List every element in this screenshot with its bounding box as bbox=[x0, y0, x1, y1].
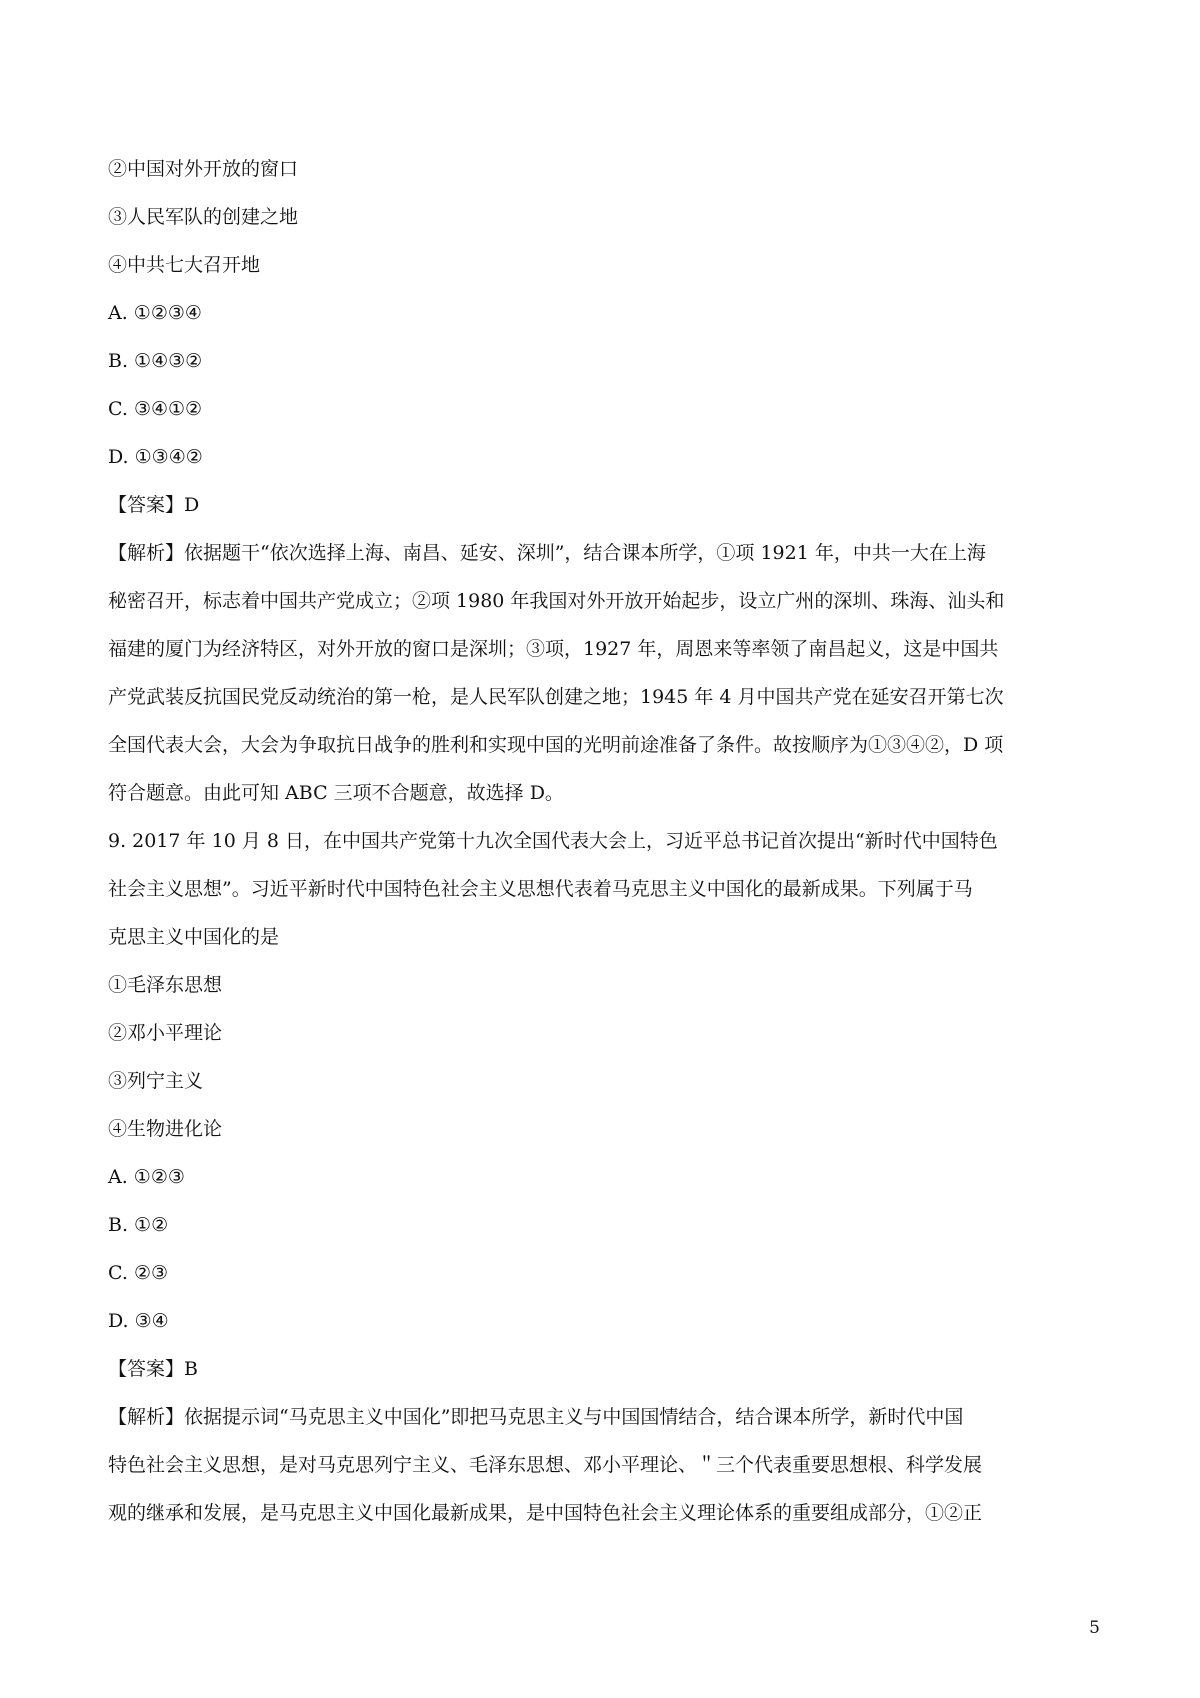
choice-a: A. ①②③ bbox=[108, 1166, 185, 1188]
explanation-line: 全国代表大会，大会为争取抗日战争的胜利和实现中国的光明前途准备了条件。故按顺序为①③④②，D 项 bbox=[108, 734, 1004, 756]
choice-a: A. ①②③④ bbox=[108, 302, 202, 324]
option-item: ④中共七大召开地 bbox=[108, 254, 261, 276]
question-text: 9. 2017 年 10 月 8 日，在中国共产党第十九次全国代表大会上，习近平总书记首次提出“新时代中国特色 bbox=[108, 830, 998, 852]
option-item: ②邓小平理论 bbox=[108, 1022, 223, 1044]
choice-d: D. ①③④② bbox=[108, 446, 203, 468]
explanation-line: 产党武装反抗国民党反动统治的第一枪，是人民军队创建之地；1945 年 4 月中国共产党在延安召开第七次 bbox=[108, 686, 1004, 708]
explanation-line: 【解析】依据题干“依次选择上海、南昌、延安、深圳”，结合课本所学，①项 1921 年，中共一大在上海 bbox=[108, 542, 986, 564]
option-item: ③列宁主义 bbox=[108, 1070, 204, 1092]
option-item: ④生物进化论 bbox=[108, 1118, 223, 1140]
explanation-line: 福建的厦门为经济特区，对外开放的窗口是深圳；③项，1927 年，周恩来等率领了南昌起义，这是中国共 bbox=[108, 638, 999, 660]
option-item: ③人民军队的创建之地 bbox=[108, 206, 299, 228]
explanation-line: 符合题意。由此可知 ABC 三项不合题意，故选择 D。 bbox=[108, 782, 564, 804]
answer-line: 【答案】D bbox=[108, 494, 200, 516]
explanation-line: 观的继承和发展，是马克思主义中国化最新成果，是中国特色社会主义理论体系的重要组成部分，①②正 bbox=[108, 1502, 983, 1524]
question-text: 克思主义中国化的是 bbox=[108, 926, 280, 948]
explanation-line: 特色社会主义思想，是对马克思列宁主义、毛泽东思想、邓小平理论、＂三个代表重要思想根、科学发展 bbox=[108, 1454, 983, 1476]
option-item: ①毛泽东思想 bbox=[108, 974, 223, 996]
choice-d: D. ③④ bbox=[108, 1310, 169, 1332]
explanation-line: 【解析】依据提示词“马克思主义中国化”即把马克思主义与中国国情结合，结合课本所学，新时代中国 bbox=[108, 1406, 964, 1428]
choice-b: B. ①④③② bbox=[108, 350, 203, 372]
choice-c: C. ②③ bbox=[108, 1262, 169, 1284]
answer-line: 【答案】B bbox=[108, 1358, 198, 1380]
page-number: 5 bbox=[1089, 1618, 1100, 1638]
option-item: ②中国对外开放的窗口 bbox=[108, 158, 299, 180]
choice-c: C. ③④①② bbox=[108, 398, 203, 420]
choice-b: B. ①② bbox=[108, 1214, 169, 1236]
question-text: 社会主义思想”。习近平新时代中国特色社会主义思想代表着马克思主义中国化的最新成果。下列属于马 bbox=[108, 878, 973, 900]
explanation-line: 秘密召开，标志着中国共产党成立；②项 1980 年我国对外开放开始起步，设立广州的深圳、珠海、汕头和 bbox=[108, 590, 1005, 612]
